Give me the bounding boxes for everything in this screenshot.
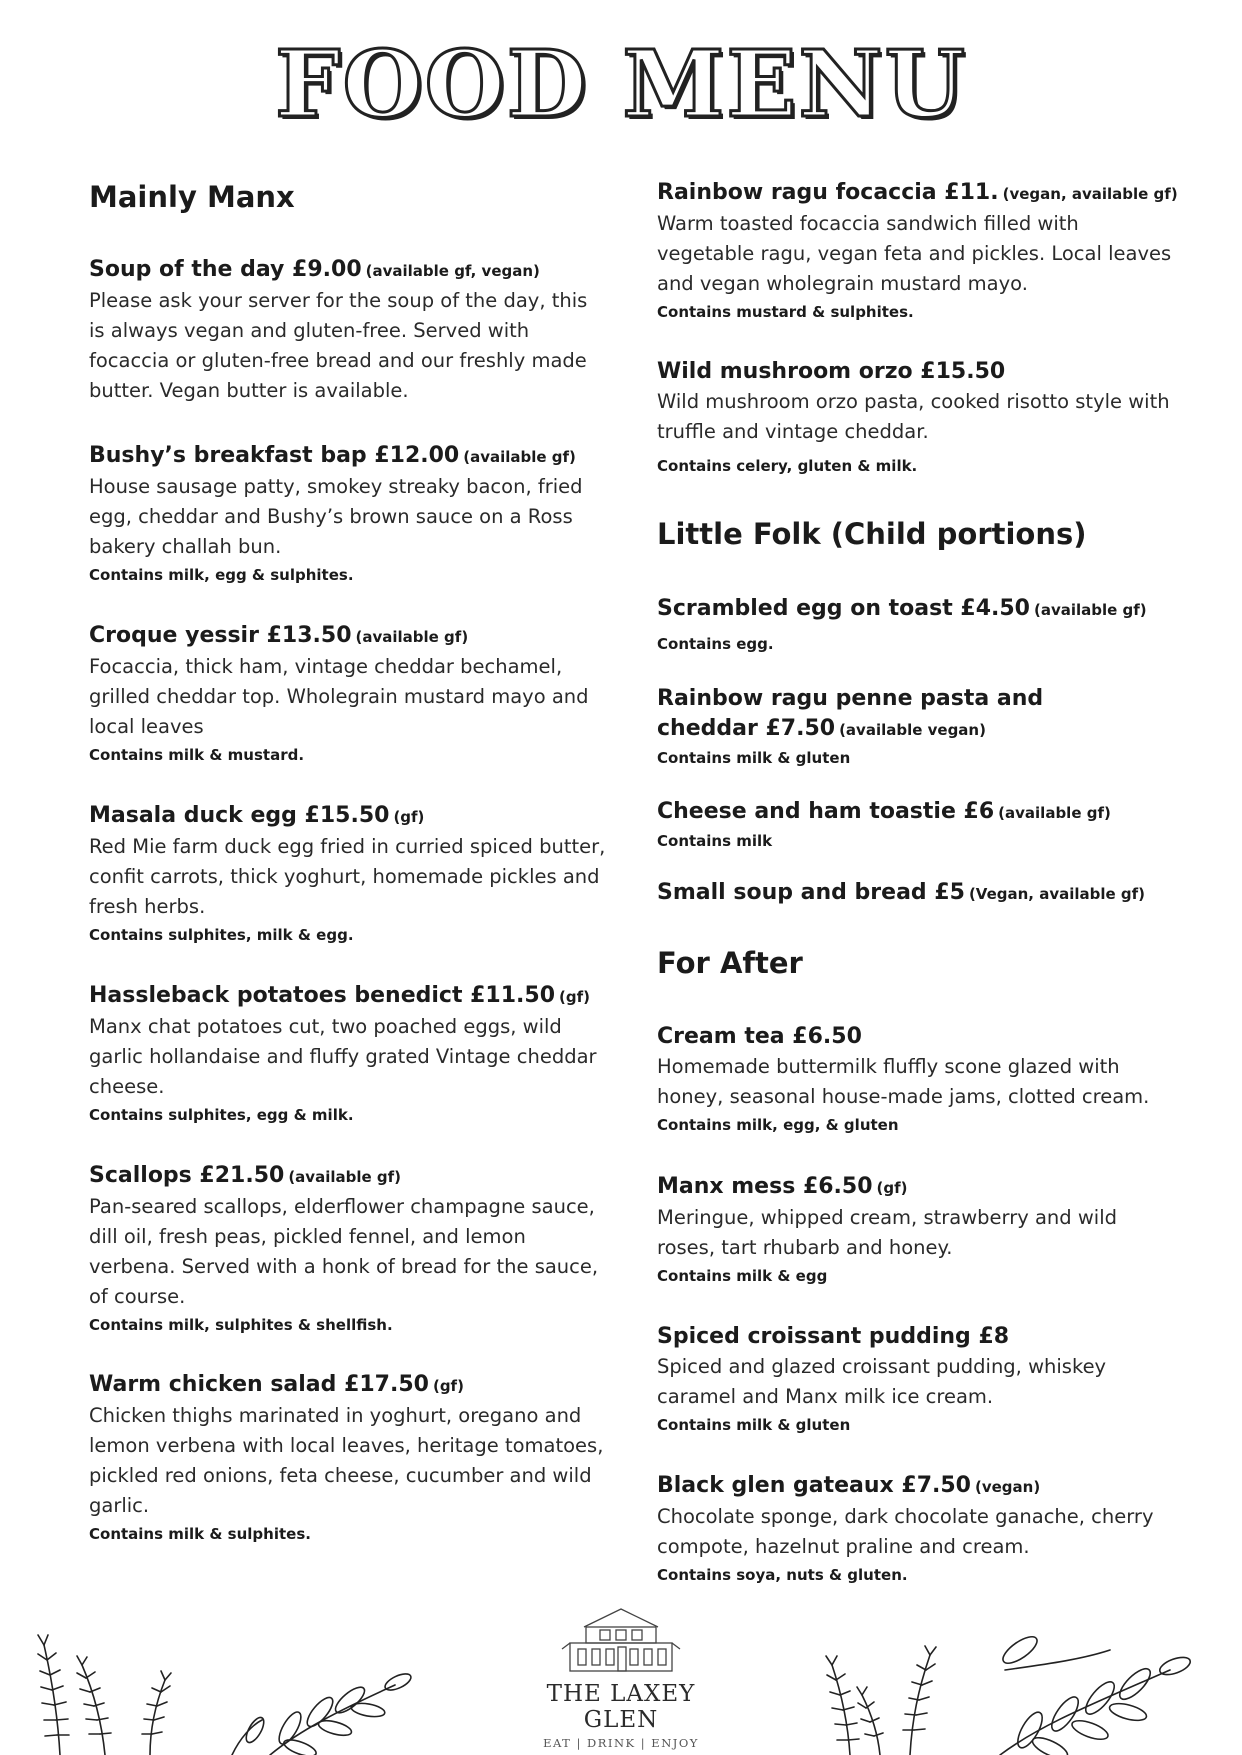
- menu-item: [657, 1322, 1177, 1436]
- item-allergens: Contains milk: [657, 832, 773, 850]
- item-allergens: Contains milk & gluten: [657, 1416, 851, 1434]
- item-allergens: Contains sulphites, egg & milk.: [89, 1106, 354, 1124]
- page-title: FOOD MENU: [275, 30, 967, 138]
- item-allergens: Contains milk, egg, & gluten: [657, 1116, 899, 1134]
- section-title-little-folk: Little Folk (Child portions): [657, 517, 1087, 551]
- item-name: Manx mess £6.50 (gf): [657, 1174, 908, 1199]
- menu-item: [657, 357, 1177, 477]
- item-description: Please ask your server for the soup of the day, this is always vegan and gluten-free. Served with focaccia or gluten-free bread and our freshly made butter. Vegan butter is available.: [89, 289, 588, 402]
- menu-item: [89, 1161, 609, 1336]
- logo-name: THE LAXEY GLEN: [546, 1681, 696, 1733]
- item-name: Hassleback potatoes benedict £11.50 (gf): [89, 983, 591, 1008]
- section-title-for-after: For After: [657, 946, 803, 980]
- item-name: Small soup and bread £5 (Vegan, available gf): [657, 880, 1146, 905]
- menu-item: [89, 255, 609, 406]
- item-name: Rainbow ragu focaccia £11. (vegan, available gf): [657, 180, 1178, 205]
- item-description: Focaccia, thick ham, vintage cheddar bechamel, grilled cheddar top. Wholegrain mustard mayo and local leaves: [89, 655, 589, 738]
- restaurant-logo: [510, 1605, 732, 1750]
- item-name: Soup of the day £9.00 (available gf, vegan): [89, 257, 540, 282]
- item-description: House sausage patty, smokey streaky bacon, fried egg, cheddar and Bushy’s brown sauce on a Ross bakery challah bun.: [89, 475, 583, 558]
- item-description: Manx chat potatoes cut, two poached eggs, wild garlic hollandaise and fluffy grated Vintage cheddar cheese.: [89, 1015, 597, 1098]
- item-name: Cream tea £6.50: [657, 1024, 862, 1049]
- item-description: Warm toasted focaccia sandwich filled with vegetable ragu, vegan feta and pickles. Local leaves and vegan wholegrain mustard mayo.: [657, 212, 1172, 295]
- item-description: Pan-seared scallops, elderflower champagne sauce, dill oil, fresh peas, pickled fennel, and lemon verbena. Served with a honk of bread for the sauce, of course.: [89, 1195, 599, 1308]
- menu-item: [657, 684, 1127, 769]
- item-description: Homemade buttermilk fluffly scone glazed with honey, seasonal house-made jams, clotted cream.: [657, 1055, 1150, 1108]
- menu-item: [657, 878, 1177, 909]
- item-description: Wild mushroom orzo pasta, cooked risotto style with truffle and vintage cheddar.: [657, 390, 1170, 443]
- item-name: Croque yessir £13.50 (available gf): [89, 623, 469, 648]
- menu-item: [89, 1370, 609, 1545]
- item-name: Scrambled egg on toast £4.50 (available gf): [657, 596, 1147, 621]
- menu-item: [657, 178, 1177, 323]
- menu-item: [657, 1022, 1177, 1136]
- menu-item: [89, 621, 609, 766]
- item-allergens: Contains soya, nuts & gluten.: [657, 1566, 908, 1584]
- item-allergens: Contains milk & egg: [657, 1267, 828, 1285]
- item-name: Scallops £21.50 (available gf): [89, 1163, 402, 1188]
- item-name: Wild mushroom orzo £15.50: [657, 359, 1006, 384]
- item-name: Rainbow ragu penne pasta and cheddar £7.50 (available vegan): [657, 686, 1044, 741]
- item-name: Black glen gateaux £7.50 (vegan): [657, 1473, 1041, 1498]
- item-name: Warm chicken salad £17.50 (gf): [89, 1372, 464, 1397]
- item-allergens: Contains egg.: [657, 635, 774, 653]
- item-description: Spiced and glazed croissant pudding, whiskey caramel and Manx milk ice cream.: [657, 1355, 1107, 1408]
- menu-item: [89, 981, 609, 1126]
- item-name: Cheese and ham toastie £6 (available gf): [657, 799, 1111, 824]
- item-allergens: Contains celery, gluten & milk.: [657, 457, 918, 475]
- menu-item: [89, 801, 609, 946]
- menu-item: [657, 594, 1177, 655]
- item-allergens: Contains milk, sulphites & shellfish.: [89, 1316, 393, 1334]
- section-title-mainly-manx: Mainly Manx: [89, 180, 295, 214]
- item-allergens: Contains milk, egg & sulphites.: [89, 566, 354, 584]
- item-allergens: Contains milk & sulphites.: [89, 1525, 311, 1543]
- menu-item: [89, 441, 609, 586]
- item-name: Spiced croissant pudding £8: [657, 1324, 1010, 1349]
- item-description: Red Mie farm duck egg fried in curried spiced butter, confit carrots, thick yoghurt, homemade pickles and fresh herbs.: [89, 835, 606, 918]
- building-icon: [556, 1605, 686, 1675]
- item-allergens: Contains sulphites, milk & egg.: [89, 926, 354, 944]
- item-description: Chicken thighs marinated in yoghurt, oregano and lemon verbena with local leaves, heritage tomatoes, pickled red onions, feta cheese, cucumber and wild garlic.: [89, 1404, 604, 1517]
- item-description: Chocolate sponge, dark chocolate ganache, cherry compote, hazelnut praline and cream.: [657, 1505, 1154, 1558]
- item-name: Masala duck egg £15.50 (gf): [89, 803, 425, 828]
- menu-item: [657, 1471, 1177, 1586]
- item-name: Bushy’s breakfast bap £12.00 (available gf): [89, 443, 576, 468]
- item-description: Meringue, whipped cream, strawberry and wild roses, tart rhubarb and honey.: [657, 1206, 1118, 1259]
- logo-tagline: EAT | DRINK | ENJOY: [543, 1736, 699, 1750]
- menu-item: [657, 1172, 1177, 1287]
- item-allergens: Contains mustard & sulphites.: [657, 303, 914, 321]
- menu-item: [657, 797, 1177, 852]
- item-allergens: Contains milk & mustard.: [89, 746, 305, 764]
- item-allergens: Contains milk & gluten: [657, 749, 851, 767]
